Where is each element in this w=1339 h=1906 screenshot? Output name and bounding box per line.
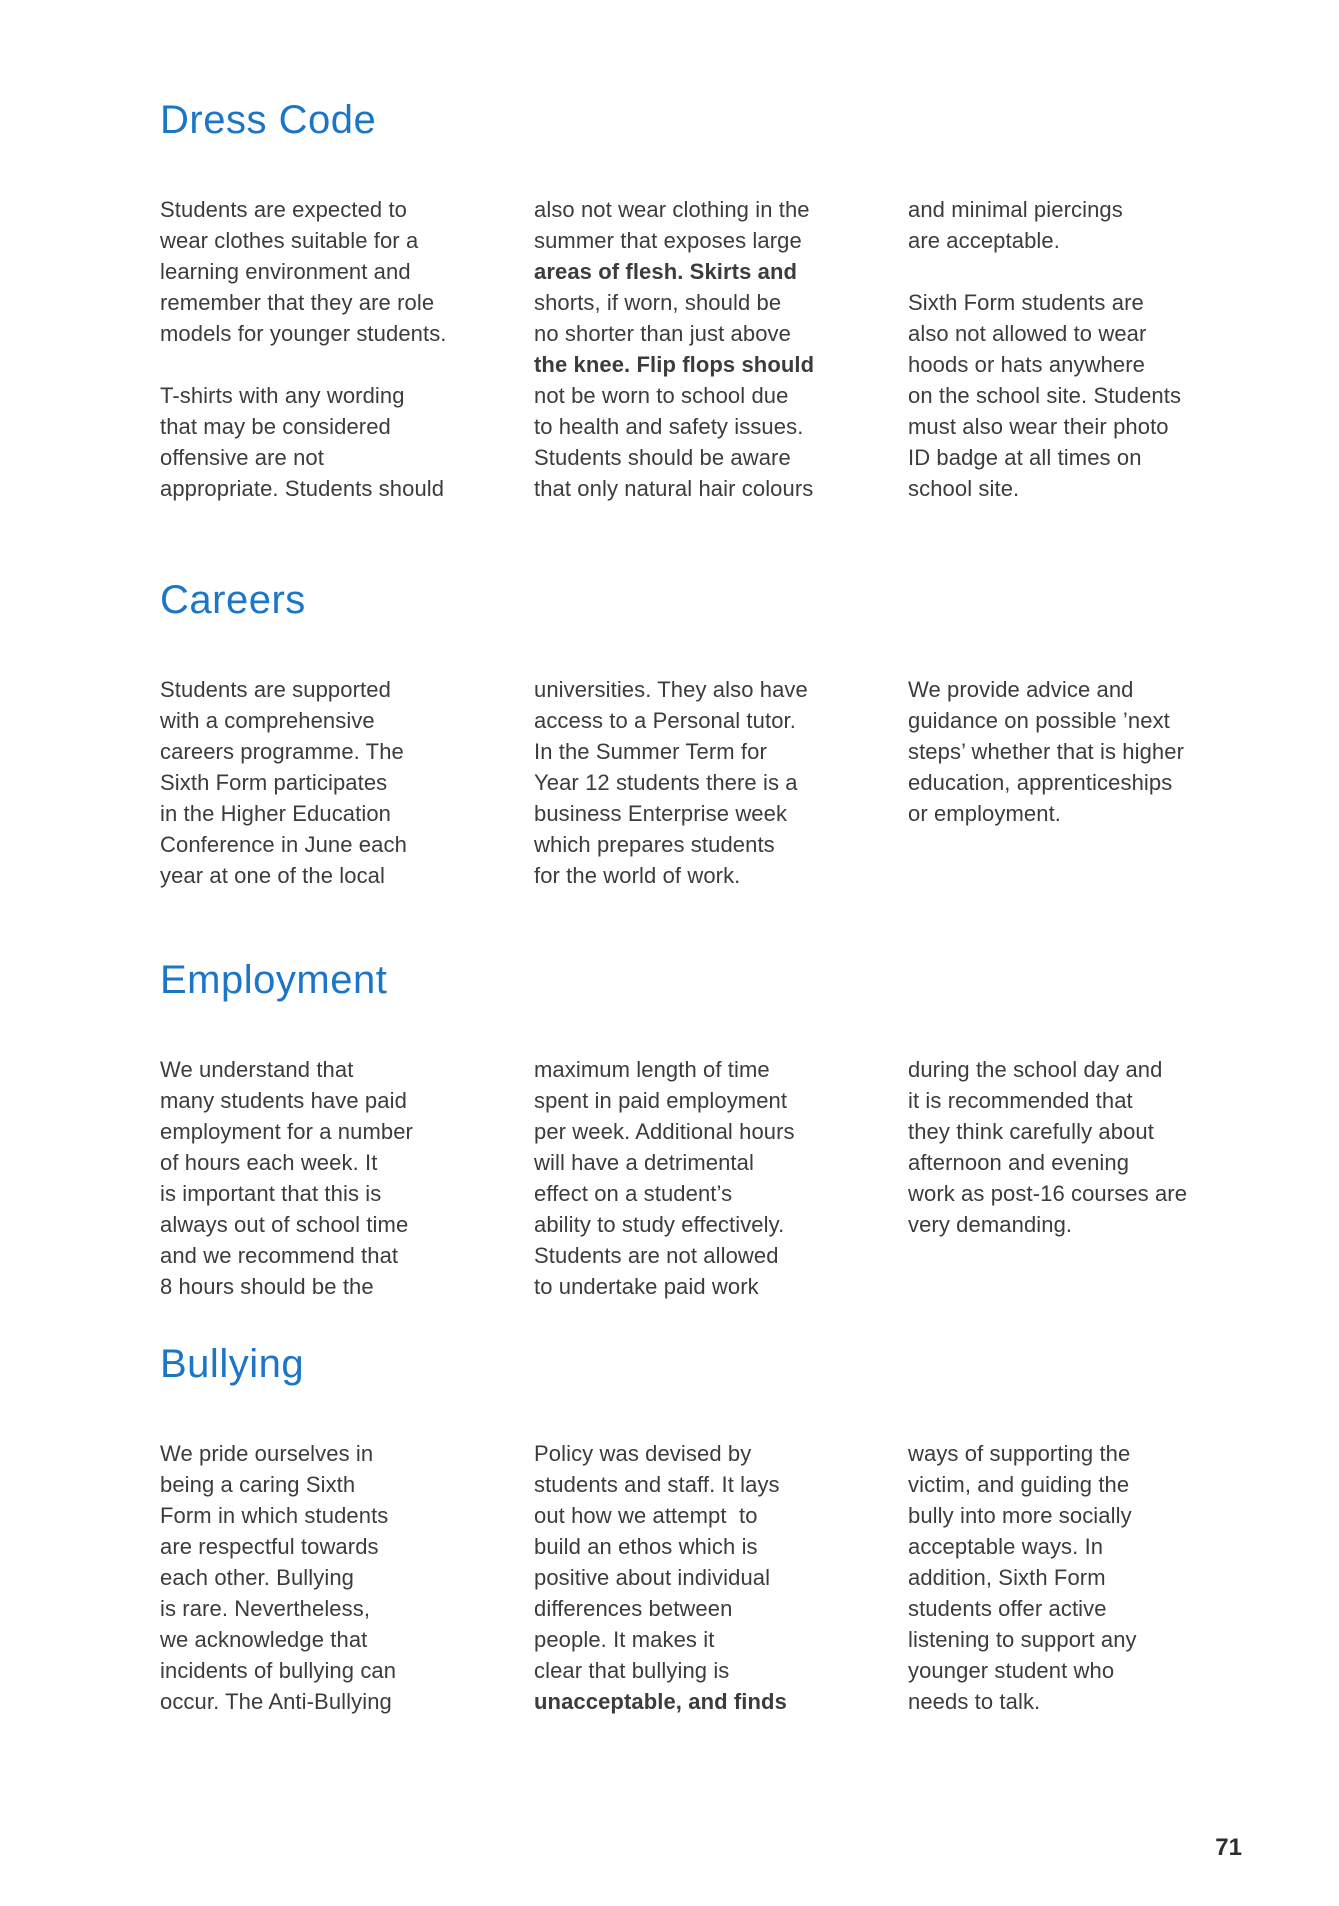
text-line: during the school day and [908,1057,1163,1082]
text-line: on the school site. Students [908,383,1182,408]
text-line: positive about individual [534,1565,771,1590]
section-careers [160,578,1245,891]
section-employment [160,958,1245,1302]
text-column-1 [160,194,496,504]
text-line: many students have paid [160,1088,407,1113]
text-column-2 [534,1054,870,1302]
text-line: ways of supporting the [908,1441,1131,1466]
text-line: clear that bullying is [534,1658,730,1683]
page-number: 71 [1215,1834,1242,1861]
text-column-3 [908,194,1244,504]
paragraph [908,1054,1244,1240]
text-line: access to a Personal tutor. [534,708,796,733]
text-line: In the Summer Term for [534,739,767,764]
text-line: 8 hours should be the [160,1274,374,1299]
text-line: areas of flesh. Skirts and [534,259,798,284]
text-line: will have a detrimental [534,1150,754,1175]
text-line: acceptable ways. In [908,1534,1104,1559]
text-column-2 [534,194,870,504]
text-line: T-shirts with any wording [160,383,405,408]
text-line: remember that they are role [160,290,435,315]
paragraph [534,1438,870,1717]
text-line: education, apprenticeships [908,770,1173,795]
section-columns [160,1054,1245,1302]
text-line: very demanding. [908,1212,1073,1237]
text-line: with a comprehensive [160,708,375,733]
text-line: learning environment and [160,259,411,284]
text-line: occur. The Anti-Bullying [160,1689,392,1714]
text-line: effect on a student’s [534,1181,733,1206]
text-column-3 [908,674,1244,891]
section-heading-bullying: Bullying [160,1342,305,1386]
paragraph [534,1054,870,1302]
text-column-2 [534,674,870,891]
paragraph [908,287,1244,504]
paragraph [908,1438,1244,1717]
text-line: summer that exposes large [534,228,802,253]
text-line: students and staff. It lays [534,1472,780,1497]
text-column-3 [908,1438,1244,1717]
section-dress-code [160,98,1245,504]
text-line: ability to study effectively. [534,1212,785,1237]
text-line: we acknowledge that [160,1627,368,1652]
text-line: they think carefully about [908,1119,1154,1144]
text-column-1 [160,1054,496,1302]
text-line: careers programme. The [160,739,404,764]
text-line: employment for a number [160,1119,413,1144]
text-line: afternoon and evening [908,1150,1130,1175]
text-line: per week. Additional hours [534,1119,795,1144]
paragraph [160,380,496,504]
text-line: Year 12 students there is a [534,770,798,795]
section-bullying [160,1342,1245,1717]
text-line: needs to talk. [908,1689,1041,1714]
paragraph [908,674,1244,829]
text-column-1 [160,1438,496,1717]
text-line: differences between [534,1596,733,1621]
text-line: hoods or hats anywhere [908,352,1146,377]
text-line: wear clothes suitable for a [160,228,419,253]
paragraph [534,674,870,891]
section-columns [160,194,1245,504]
text-line: out how we attempt to [534,1503,758,1528]
text-line: or employment. [908,801,1062,826]
text-line: for the world of work. [534,863,741,888]
text-line: Students are supported [160,677,391,702]
text-line: are respectful towards [160,1534,379,1559]
text-column-2 [534,1438,870,1717]
paragraph [160,1438,496,1717]
text-line: victim, and guiding the [908,1472,1130,1497]
text-line: steps’ whether that is higher [908,739,1185,764]
text-line: also not allowed to wear [908,321,1147,346]
text-line: appropriate. Students should [160,476,445,501]
text-line: also not wear clothing in the [534,197,810,222]
text-line: is important that this is [160,1181,382,1206]
text-line: ID badge at all times on [908,445,1142,470]
paragraph [908,194,1244,256]
text-line: each other. Bullying [160,1565,355,1590]
text-line: spent in paid employment [534,1088,788,1113]
text-line: school site. [908,476,1020,501]
text-line: We provide advice and [908,677,1134,702]
text-line: bully into more socially [908,1503,1132,1528]
text-column-3 [908,1054,1244,1302]
paragraph [160,674,496,891]
text-line: We understand that [160,1057,354,1082]
text-line: no shorter than just above [534,321,791,346]
paragraph [160,194,496,349]
text-line: maximum length of time [534,1057,770,1082]
text-line: Students are expected to [160,197,408,222]
text-line: year at one of the local [160,863,385,888]
text-line: it is recommended that [908,1088,1133,1113]
paragraph [534,194,870,504]
text-line: models for younger students. [160,321,447,346]
text-line: always out of school time [160,1212,409,1237]
text-line: We pride ourselves in [160,1441,374,1466]
text-line: younger student who [908,1658,1115,1683]
text-line: unacceptable, and finds [534,1689,787,1714]
text-line: the knee. Flip flops should [534,352,815,377]
section-heading-dress-code: Dress Code [160,98,377,142]
page-content [160,98,1245,1717]
text-line: that may be considered [160,414,391,439]
text-line: are acceptable. [908,228,1060,253]
text-line: people. It makes it [534,1627,715,1652]
text-line: being a caring Sixth [160,1472,356,1497]
paragraph [160,1054,496,1302]
text-column-1 [160,674,496,891]
text-line: work as post-16 courses are [908,1181,1188,1206]
text-line: and minimal piercings [908,197,1123,222]
section-heading-careers: Careers [160,578,306,622]
text-line: Sixth Form participates [160,770,388,795]
section-heading-employment: Employment [160,958,388,1002]
text-line: students offer active [908,1596,1107,1621]
text-line: Sixth Form students are [908,290,1144,315]
text-line: business Enterprise week [534,801,788,826]
text-line: offensive are not [160,445,324,470]
text-line: must also wear their photo [908,414,1169,439]
section-columns [160,674,1245,891]
text-line: Students are not allowed [534,1243,779,1268]
text-line: Form in which students [160,1503,389,1528]
text-line: addition, Sixth Form [908,1565,1106,1590]
text-line: not be worn to school due [534,383,789,408]
text-line: build an ethos which is [534,1534,758,1559]
section-columns [160,1438,1245,1717]
text-line: listening to support any [908,1627,1137,1652]
text-line: that only natural hair colours [534,476,814,501]
text-line: Policy was devised by [534,1441,752,1466]
text-line: of hours each week. It [160,1150,378,1175]
text-line: in the Higher Education [160,801,392,826]
text-line: Students should be aware [534,445,791,470]
text-line: is rare. Nevertheless, [160,1596,371,1621]
text-line: incidents of bullying can [160,1658,397,1683]
text-line: guidance on possible ’next [908,708,1170,733]
text-line: universities. They also have [534,677,808,702]
text-line: Conference in June each [160,832,407,857]
text-line: and we recommend that [160,1243,399,1268]
text-line: which prepares students [534,832,775,857]
text-line: shorts, if worn, should be [534,290,782,315]
text-line: to undertake paid work [534,1274,759,1299]
text-line: to health and safety issues. [534,414,804,439]
